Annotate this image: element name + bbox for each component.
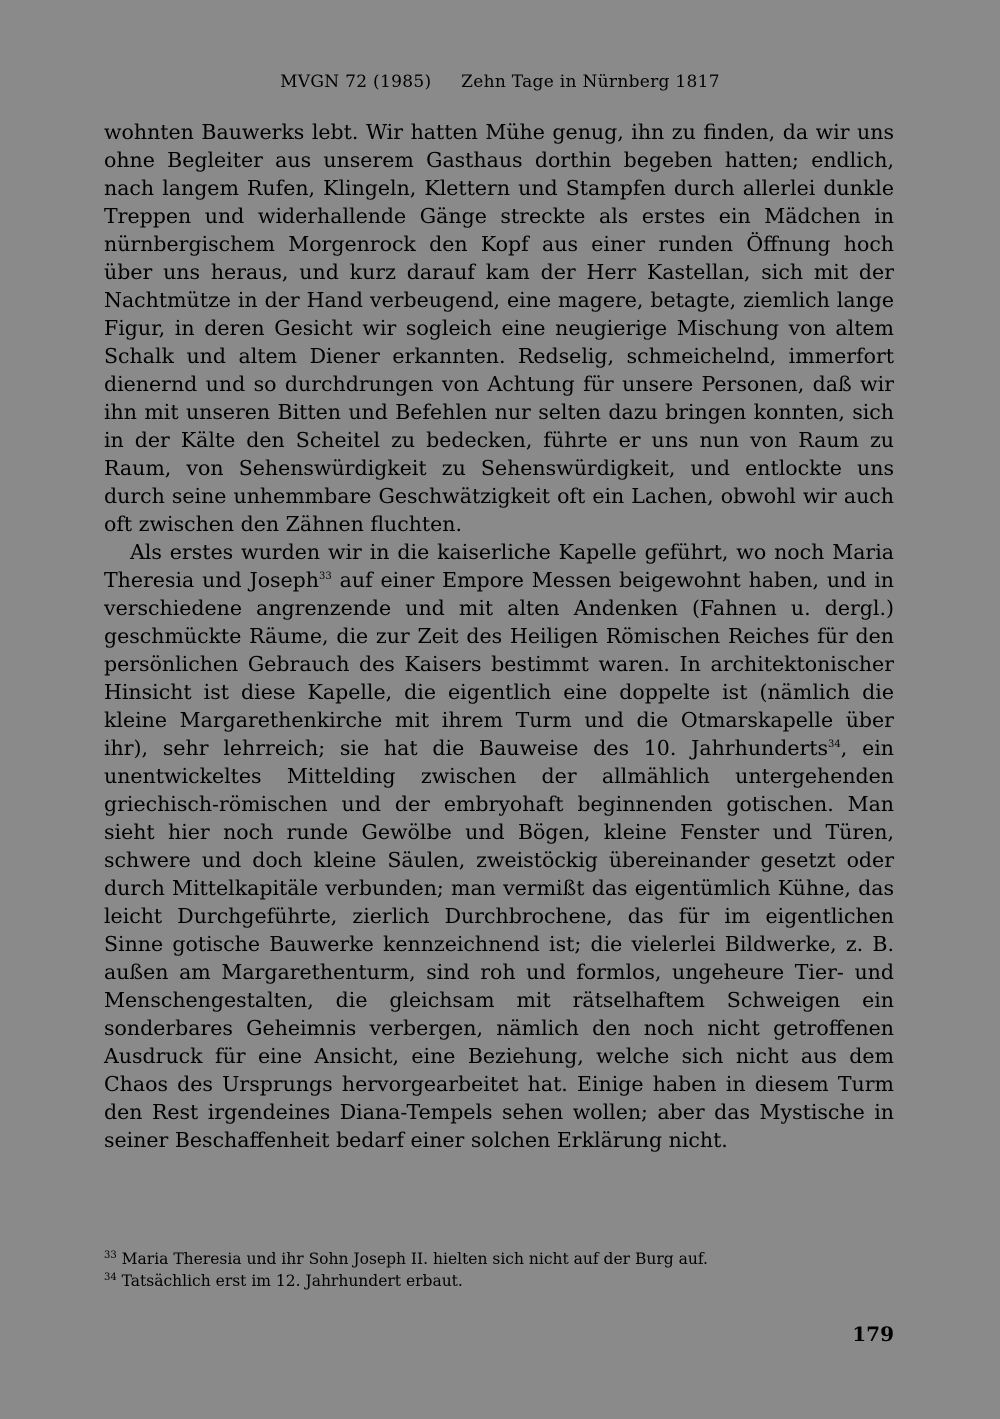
paragraph-2-part-1: Als erstes wurden wir in die kaiserliche Kapelle geführt, wo noch Maria Theresia und Joseph <box>104 540 894 592</box>
article-title: Zehn Tage in Nürnberg 1817 <box>461 72 720 92</box>
paragraph-2-part-2: auf einer Empore Messen beigewohnt haben, und in verschiedene angrenzende und mit alten Andenken (Fahnen u. dergl.) geschmückte Räume, die zur Zeit des Heiligen Römischen Reiches für den persönlichen Gebrauch des Kaisers bestimmt waren. In architektonischer Hinsicht ist diese Kapelle, die eigentlich eine doppelte ist (nämlich die kleine Margarethenkirche mit ihrem Turm und die Otmarskapelle über ihr), sehr lehrreich; sie hat die Bauweise des 10. Jahrhunderts <box>104 568 894 760</box>
journal-reference: MVGN 72 (1985) <box>280 72 432 92</box>
paragraph-1: wohnten Bauwerks lebt. Wir hatten Mühe genug, ihn zu finden, da wir uns ohne Begleiter aus unserem Gasthaus dorthin begeben hatten; endlich, nach langem Rufen, Klingeln, Klettern und Stampfen durch allerlei dunkle Treppen und widerhallende Gänge streckte als erstes ein Mädchen in nürnbergischem Morgenrock den Kopf aus einer runden Öffnung hoch über uns heraus, und kurz darauf kam der Herr Kastellan, sich mit der Nachtmütze in der Hand verbeugend, eine magere, betagte, ziemlich lange Figur, in deren Gesicht wir sogleich eine neugierige Mischung von altem Schalk und altem Diener erkannten. Redselig, schmeichelnd, immerfort dienernd und so durchdrungen von Achtung für unsere Personen, daß wir ihn mit unseren Bitten und Befehlen nur selten dazu bringen konnten, sich in der Kälte den Scheitel zu bedecken, führte er uns nun von Raum zu Raum, von Sehenswürdigkeit zu Sehenswürdigkeit, und entlockte uns durch seine unhemmbare Geschwätzigkeit oft ein Lachen, obwohl wir auch oft zwischen den Zähnen fluchten. <box>104 120 894 536</box>
footnote-ref-34[interactable]: 34 <box>828 739 841 751</box>
footnote-marker: 33 <box>104 1249 117 1261</box>
footnotes <box>104 1248 894 1292</box>
footnote-text: Maria Theresia und ihr Sohn Joseph II. hielten sich nicht auf der Burg auf. <box>121 1250 708 1268</box>
footnote-33 <box>104 1248 894 1270</box>
page-number: 179 <box>852 1322 894 1346</box>
paragraph-2-part-3: , ein unentwickeltes Mittelding zwischen der allmählich untergehenden griechisch-römischen und der embryohaft beginnenden gotischen. Man sieht hier noch runde Gewölbe und Bögen, kleine Fenster und Türen, schwere und doch kleine Säulen, zweistöckig übereinander gesetzt oder durch Mittelkapitäle verbunden; man vermißt das eigentümlich Kühne, das leicht Durchgeführte, zierlich Durchbrochene, das für im eigentlichen Sinne gotische Bauwerke kennzeichnend ist; die vielerlei Bildwerke, z. B. außen am Margarethenturm, sind roh und formlos, ungeheure Tier- und Menschengestalten, die gleichsam mit rätselhaftem Schweigen ein sonderbares Geheimnis verbergen, nämlich den noch nicht getroffenen Ausdruck für eine Ansicht, eine Beziehung, welche sich nicht aus dem Chaos des Ursprungs hervorgearbeitet hat. Einige haben in diesem Turm den Rest irgendeines Diana-Tempels sehen wollen; aber das Mystische in seiner Beschaffenheit bedarf einer solchen Erklärung nicht. <box>104 736 894 1152</box>
footnote-text: Tatsächlich erst im 12. Jahrhundert erbaut. <box>121 1272 463 1290</box>
main-text <box>104 118 894 1154</box>
footnote-ref-33[interactable]: 33 <box>319 571 332 583</box>
footnote-marker: 34 <box>104 1271 117 1283</box>
running-header <box>0 72 1000 92</box>
paragraph-2 <box>104 538 894 1154</box>
footnote-34 <box>104 1270 894 1292</box>
